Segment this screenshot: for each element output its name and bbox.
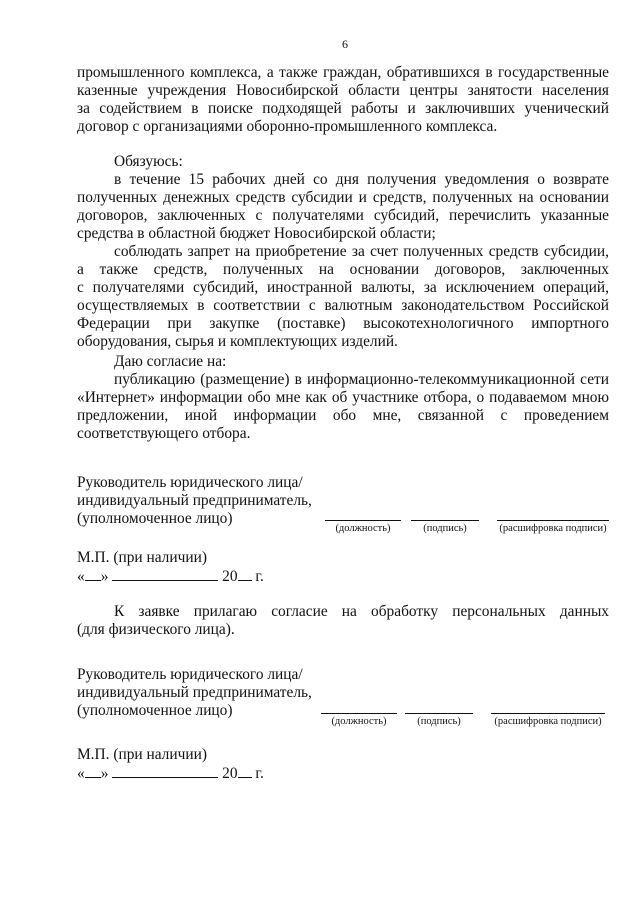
seal-label: М.П. (при наличии) <box>77 746 207 763</box>
decoding-field: (расшифровка подписи) <box>497 520 609 535</box>
signature-field: (подпись) <box>411 520 479 535</box>
year-prefix: 20 <box>222 765 238 782</box>
year-blank <box>238 764 252 778</box>
year-prefix: 20 <box>222 568 238 585</box>
signer-line: индивидуальный предприниматель, <box>77 492 312 509</box>
text-line: соблюдать запрет на приобретение за счет полученных средств субсидии, <box>114 243 609 260</box>
text-line: осуществляемых в соответствии с валютным законодательством Российской <box>77 297 609 314</box>
year-suffix: г. <box>255 568 264 585</box>
obligations-heading: Обязуюсь: <box>114 153 183 170</box>
text-line: за содействием в поиске подходящей работы и заключивших ученический <box>77 100 609 117</box>
signature-field: (подпись) <box>405 713 473 728</box>
text-line: а также средств, полученных на основании договоров, заключенных <box>77 261 609 278</box>
text-line: с получателями субсидий, иностранной валюты, за исключением операций, <box>77 279 609 296</box>
date-quote-open: « <box>77 765 85 782</box>
text-line: полученных денежных средств субсидии и средств, полученных на основании <box>77 189 609 206</box>
text-line: договоров, заключенных с получателями субсидий, перечислить указанные <box>77 207 609 224</box>
text-line: предложении, иной информации обо мне, связанной с проведением <box>77 407 609 424</box>
paragraph-continuation <box>77 64 609 136</box>
date-line <box>77 567 264 586</box>
date-quote-close: » <box>100 765 109 782</box>
date-line <box>77 764 264 783</box>
year-suffix: г. <box>255 765 264 782</box>
text-line: в течение 15 рабочих дней со дня получения уведомления о возврате <box>114 171 609 188</box>
signer-line: Руководитель юридического лица/ <box>77 474 303 491</box>
position-field: (должность) <box>321 713 397 728</box>
decoding-field: (расшифровка подписи) <box>491 713 605 728</box>
signature-block-2 <box>77 666 617 782</box>
date-quote-open: « <box>77 568 85 585</box>
text-line: публикацию (размещение) в информационно-телекоммуникационной сети <box>114 371 609 388</box>
signer-line: Руководитель юридического лица/ <box>77 666 303 683</box>
day-blank <box>85 567 101 581</box>
attachment-note <box>77 603 609 639</box>
consent-section <box>77 353 609 443</box>
month-blank <box>112 764 218 778</box>
page-number: 6 <box>342 37 348 51</box>
text-line: промышленного комплекса, а также граждан, обратившихся в государственные <box>77 64 609 81</box>
text-line: «Интернет» информации обо мне как об участнике отбора, о подаваемом мною <box>77 389 609 406</box>
text-line: казенные учреждения Новосибирской области центры занятости населения <box>77 82 609 99</box>
day-blank <box>85 764 101 778</box>
signer-line: (уполномоченное лицо) <box>77 510 233 527</box>
text-line: Федерации при закупке (поставке) высокотехнологичного импортного <box>77 315 609 332</box>
text-line: средства в областной бюджет Новосибирской области; <box>77 225 436 242</box>
text-line: соответствующего отбора. <box>77 425 251 442</box>
month-blank <box>112 567 218 581</box>
year-blank <box>238 567 252 581</box>
text-line: К заявке прилагаю согласие на обработку персональных данных <box>114 603 609 620</box>
consent-heading: Даю согласие на: <box>114 353 227 370</box>
date-quote-close: » <box>100 568 109 585</box>
text-line: договор с организациями оборонно-промышленного комплекса. <box>77 118 498 135</box>
position-field: (должность) <box>325 520 401 535</box>
signer-title <box>77 666 617 720</box>
signer-line: индивидуальный предприниматель, <box>77 684 312 701</box>
obligations-section <box>77 153 609 351</box>
text-line: (для физического лица). <box>77 621 235 638</box>
seal-label: М.П. (при наличии) <box>77 549 207 566</box>
text-line: оборудования, сырья и комплектующих изделий. <box>77 333 398 350</box>
signer-line: (уполномоченное лицо) <box>77 702 233 719</box>
signature-block-1 <box>77 474 617 585</box>
